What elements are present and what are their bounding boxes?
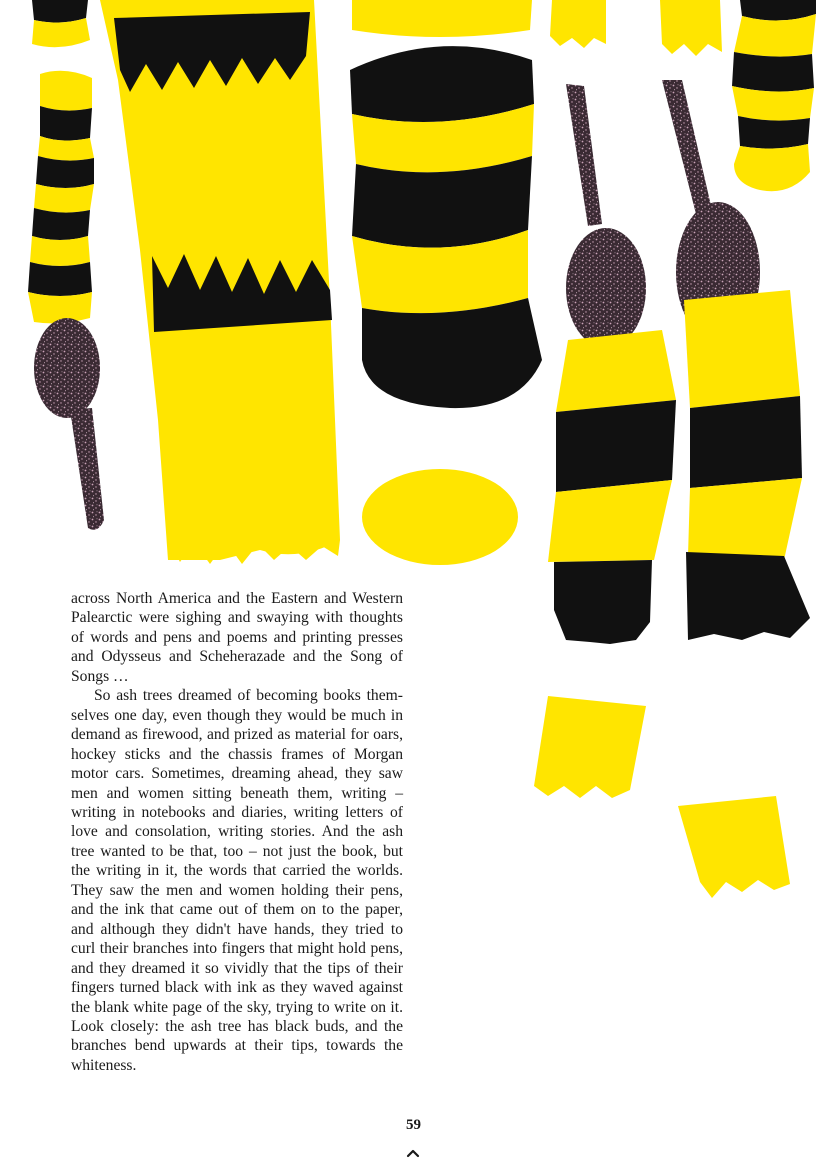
right-legs — [548, 290, 810, 644]
central-striped-stack — [350, 0, 542, 408]
zigzag-scarf — [100, 0, 340, 564]
paragraph-1: across North America and the Eastern and Western Palearctic were sighing and swaying with thoughts of words and pens and poems and printing presses and Odysseus and Scheherazade and the Song of Songs … — [71, 590, 403, 685]
page-number: 59 — [406, 1117, 421, 1133]
chevron-up-icon[interactable] — [404, 1145, 422, 1163]
left-striped-stack — [28, 0, 94, 323]
spoon-right-1 — [566, 84, 646, 348]
spoon-left — [34, 318, 104, 530]
paragraph-2: So ash trees dreamed of becoming books themselves one day, even though they would be much in demand as firewood, and prized as material for oars, hockey sticks and the chassis frames of Morgan motor cars. Sometimes, dreaming ahead, they saw men and women sitting beneath them, writing – writing in notebooks and diaries, writing letters of love and consolation, writing stories. And the ash tree wanted to be that, too – not just the book, but the writing in it, the words that carried the worlds. They saw the men and women holding their pens, and the ink that came out of them on to the paper, and although they didn't have hands, they tried to curl their branches into fingers that might hold pens, and they dreamed it so vividly that the tips of their fingers turned black with ink as they waved against the blank white page of the sky, trying to write on it. Look closely: the ash tree has black buds, and the branches bend upwards at their tips, towards the whiteness. — [71, 687, 403, 1074]
right-striped-stack — [732, 0, 816, 191]
body-text — [71, 589, 403, 1075]
top-fringes — [550, 0, 722, 56]
